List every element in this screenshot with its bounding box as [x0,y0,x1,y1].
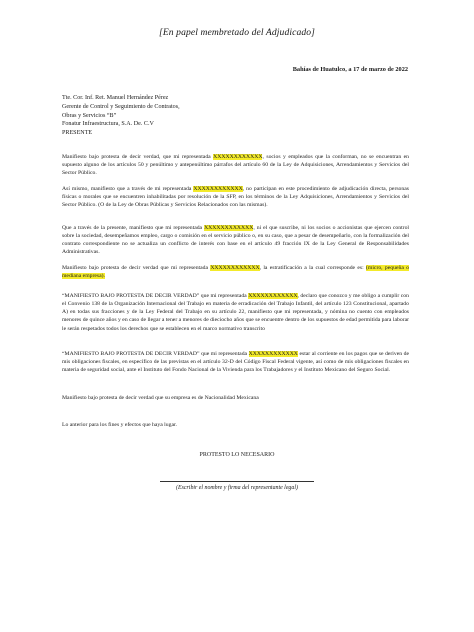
addressee-line: Tte. Cor. Inf. Ret. Manuel Hernández Pérez [62,95,169,101]
paragraph-text: , socios y empleados que la conforman, no se encuentran en supuesto alguno de los artículos 50 y penúltimo y antepenúltimo párrafos del artículo 60 de la Ley de Adquisiciones, Arrendamientos y Servicios del Sector Público. [62,154,409,177]
paragraph-legal-4 [62,264,409,280]
letterhead-placeholder: [En papel membretado del Adjudicado] [158,27,315,38]
paragraph-text: , la estratificación a la cual corresponde es: [259,265,367,271]
paragraph-text: Manifiesto bajo protesta de decir verdad que mi representada [62,265,211,271]
paragraph-text: Que a través de la presente, manifiesto que mi representada [62,225,205,231]
paragraph-text: Manifiesto bajo protesta de decir verdad, que mi representada [62,154,214,160]
paragraph-text: Lo anterior para los fines y efectos que haya lugar. [62,422,177,428]
highlighted-placeholder: XXXXXXXXXXXX [210,265,260,271]
paragraph-text: “MANIFIESTO BAJO PROTESTA DE DECIR VERDAD” que mi representada [62,293,249,299]
highlighted-placeholder: XXXXXXXXXXXX [204,225,254,231]
paragraph-text: “MANIFIESTO BAJO PROTESTA DE DECIR VERDAD” que mi representada [62,351,249,357]
paragraph-text: Así mismo, manifiesto que a través de mi representada [62,186,194,192]
highlighted-placeholder: XXXXXXXXXXXX [193,186,243,192]
addressee-block [62,94,180,138]
addressee-line: Obras y Servicios “B” [62,112,117,119]
protesto-heading: PROTESTO LO NECESARIO [199,452,275,458]
paragraph-text: , ni el que suscribe, ni los socios o accionistas que ejercen control sobre la sociedad, desempeñamos empleo, cargo o comisión en el servicio público o, en su caso, que a pesar de desempeñarlo, con la formalización del contrato correspondiente no se actualiza un conflicto de interés con base en el artículo 49 fracción IX de la Ley General de Responsabilidades Administrativas. [62,225,409,256]
highlighted-company-size: (micro, pequeña o mediana empresa). [62,265,409,280]
paragraph-text: , no participan en este procedimiento de adjudicación directa, personas físicas o morales que se encuentren inhabilitadas por resolución de la SFP, en los términos de la Ley Adquisiciones, Arrendamientos y Servicios del Sector Público. (O de la Ley de Obras Públicas y Servicios Relacionados con las mismas). [62,186,409,209]
addressee-line: Gerente de Control y Seguimiento de Contratos, [62,103,180,110]
signature-line [160,481,314,482]
paragraph-closing [62,421,409,429]
paragraph-nationality [62,394,409,402]
paragraph-text: , declaro que conozco y me obligo a cumplir con el Convenio 138 de la Organización Internacional del Trabajo en materia de erradicación del Trabajo Infantil, del artículo 123 Constitucional, apartado A) en todas sus fracciones y de la Ley Federal del Trabajo en su artículo 22, manifiesto que mi representada, y nómina no cuento con empleados menores de quince años y en caso de llegar a tener a menores de dieciocho años que se encuentre dentro de los supuestos de edad permitida para laborar le serán respetados todos los derechos que se establecen en el marco normativo transcrito [62,293,409,332]
addressee-line: PRESENTE [62,130,93,137]
addressee-line: Fonatur Infraestructura, S.A. De. C.V [62,121,154,128]
highlighted-placeholder: XXXXXXXXXXXX [213,154,263,160]
paragraph-text: Manifiesto bajo protesta de decir verdad que su empresa es de Nacionalidad Mexicana [62,395,259,401]
signature-caption: (Escribir el nombre y firma del representante legal) [176,485,298,491]
paragraph-legal-1 [62,153,409,177]
date-line: Bahías de Huatulco, a 17 de marzo de 2022 [292,66,408,73]
paragraph-legal-3 [62,224,409,257]
highlighted-placeholder: XXXXXXXXXXXX [248,351,298,357]
paragraph-legal-2 [62,185,409,209]
paragraph-legal-6 [62,350,409,374]
highlighted-placeholder: XXXXXXXXXXXX [248,293,298,299]
paragraph-text: estar al corriente en los pagos que se deriven de mis obligaciones fiscales, en específico de las previstas en el artículo 32-D del Código Fiscal Federal vigente, así como de mis obligaciones fiscales en materia de seguridad social, ante el Instituto del Fondo Nacional de la Vivienda para los Trabajadores y el Instituto Mexicano del Seguro Social. [62,351,409,374]
paragraph-legal-5 [62,292,409,333]
